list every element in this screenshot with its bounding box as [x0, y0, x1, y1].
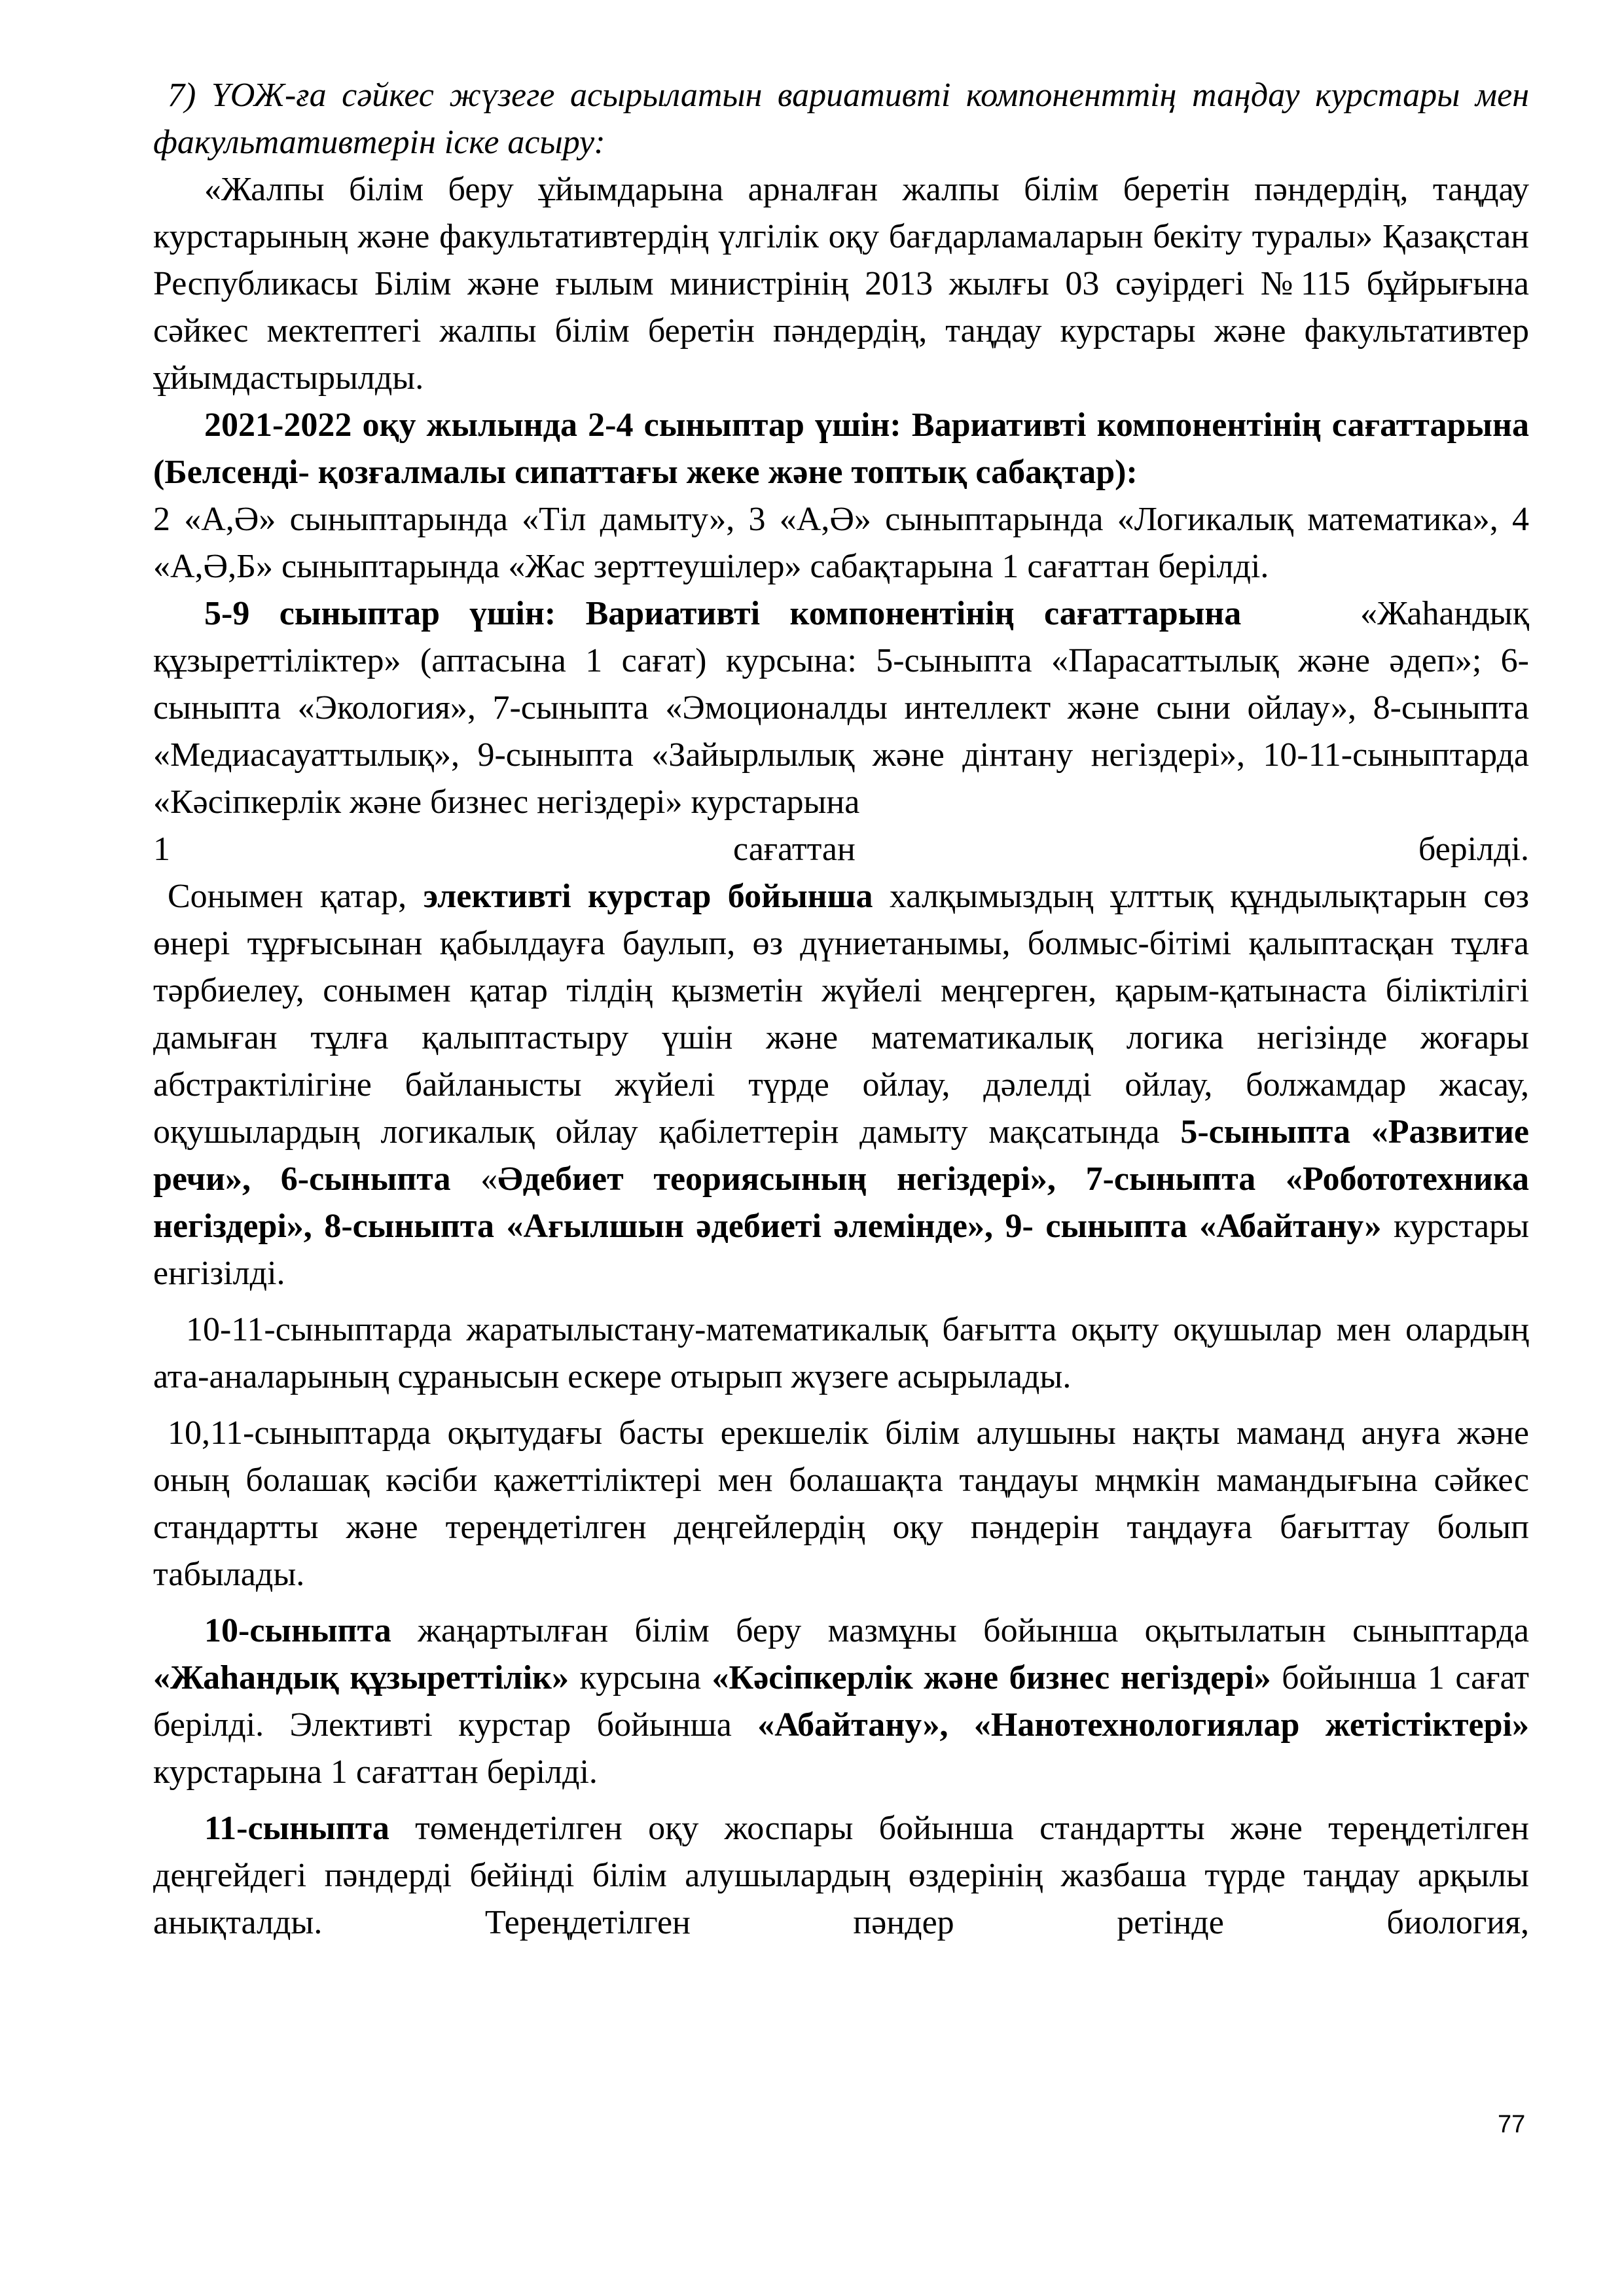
grades-5-9-paragraph [153, 590, 1529, 826]
electives-bold-2: 5-сыныпта «Развитие речи», 6-сыныпта [153, 1113, 1530, 1198]
grade-10-text-2: курсына [568, 1659, 712, 1696]
grade-11-text-1: төмендетілген оқу жоспары бойынша стандартты және тереңдетілген деңгейдегі пәндерді бейінді білім алушылардың өздерінің жазбаша түрде таңдау арқылы анықталды. Тереңдетілген пәндер ретінде биология, [153, 1810, 1529, 1941]
electives-paragraph [153, 873, 1529, 1297]
grade-10-bold-4: «Абайтану», «Нанотехнологиялар жетістіктері» [757, 1706, 1529, 1744]
electives-text-2: халқымыздың ұлттық құндылықтарын сөз өнері тұрғысынан қабылдауға баулып, өз дүниетанымы, болмыс-бітімі қалыптасқан тұлға тәрбиелеу, сонымен қатар тілдің қызметін жүйелі меңгерген, қарым-қатынаста біліктілігі дамыған тұлға қалыптастыру үшін және математикалық логика негізінде жоғары абстрактілігіне байланысты жүйелі түрде ойлау, дәлелді ойлау, болжамдар жасау, оқушылардың логикалық ойлау қабілеттерін дамыту мақсатында [153, 878, 1529, 1151]
section-7-heading: 7) ҮОЖ-ға сәйкес жүзеге асырылатын вариативті компоненттің таңдау курстары мен факультативтерін іске асыру: [153, 77, 1529, 161]
grades-5-9-last-3: берілді. [1418, 831, 1529, 868]
grades-2-4-heading: 2021-2022 оқу жылында 2-4 сыныптар үшін: Вариативті компонентінің сағаттарына (Белсенді- қозғалмалы сипаттағы жеке және топтық сабақтар): [153, 406, 1529, 491]
grades-5-9-last-2: сағаттан [732, 831, 856, 868]
grades-5-9-last-line [153, 826, 1529, 873]
grades-5-9-text: «Жаһандық құзыреттіліктер» (аптасына 1 сағат) курсына: 5-сыныпта «Парасаттылық және әдеп»; 6-сыныпта «Экология», 7-сыныпта «Эмоционалды интеллект және сыни ойлау», 8-сыныпта «Медиасауаттылық», 9-сыныпта «Зайырлылық және дінтану негіздері», 10-11-сыныптарда «Кәсіпкерлік және бизнес негіздері» курстарына [153, 595, 1530, 821]
grade-10-text-3: бойынша 1 сағат берілді. Элективті курстар бойынша [153, 1659, 1529, 1744]
page-number: 77 [1498, 2111, 1526, 2138]
grade-10-bold-2: «Жаһандық құзыреттілік» [153, 1659, 569, 1696]
document-page [153, 72, 1529, 1946]
electives-text-4: курстары енгізілді. [153, 1208, 1530, 1292]
grades-2-4-text: 2 «А,Ә» сыныптарында «Тіл дамыту», 3 «А,Ә» сыныптарында «Логикалық математика», 4 «А,Ә,Б» сыныптарында «Жас зерттеушілер» сабақтарына 1 сағаттан берілді. [153, 501, 1529, 585]
electives-bold-3: Әдебиет теориясының негіздері», 7-сыныпта «Робототехника негіздері», 8-сыныпта «Ағылшын әдебиеті әлемінде», 9- сыныпта «Абайтану» [153, 1160, 1530, 1245]
grade-10-bold-1: 10-сыныпта [204, 1612, 391, 1649]
section-7-paragraph: «Жалпы білім беру ұйымдарына арналған жалпы білім беретін пәндердің, таңдау курстарының және факультативтердің үлгілік оқу бағдарламаларын бекіту туралы» Қазақстан Республикасы Білім және ғылым министрінің 2013 жылғы 03 сәуірдегі №115 бұйрығына сәйкес мектептегі жалпы білім беретін пәндердің, таңдау курстары және факультативтер ұйымдастырылды. [153, 171, 1529, 397]
grade-10-text-1: жаңартылған білім беру мазмұны бойынша оқытылатын сыныптарда [391, 1612, 1529, 1649]
grade-11-paragraph [153, 1805, 1529, 1946]
electives-text-3: « [450, 1160, 498, 1198]
grades-5-9-bold: 5-9 сыныптар үшін: Вариативті компонентінің сағаттарына [204, 595, 1242, 632]
grades-5-9-last-1: 1 [153, 831, 170, 868]
grades-10-11-paragraph-a: 10-11-сыныптарда жаратылыстану-математикалық бағытта оқыту оқушылар мен олардың ата-аналарының сұранысын ескере отырып жүзеге асырылады. [153, 1311, 1529, 1395]
grades-10-11-paragraph-b: 10,11-сыныптарда оқытудағы басты ерекшелік білім алушыны нақты маманд ануға және оның болашақ кәсіби қажеттіліктері мен болашақта таңдауы мңмкін мамандығына сәйкес стандартты және тереңдетілген деңгейлердің оқу пәндерін таңдауға бағыттау болып табылады. [153, 1414, 1529, 1593]
grade-10-paragraph [153, 1607, 1529, 1796]
electives-text-1: Сонымен қатар, [168, 878, 424, 915]
grade-10-bold-3: «Кәсіпкерлік және бизнес негіздері» [712, 1659, 1271, 1696]
grade-11-bold-1: 11-сыныпта [204, 1810, 389, 1847]
grade-10-text-4: курстарына 1 сағаттан берілді. [153, 1753, 598, 1791]
electives-bold-1: элективті курстар бойынша [423, 878, 873, 915]
